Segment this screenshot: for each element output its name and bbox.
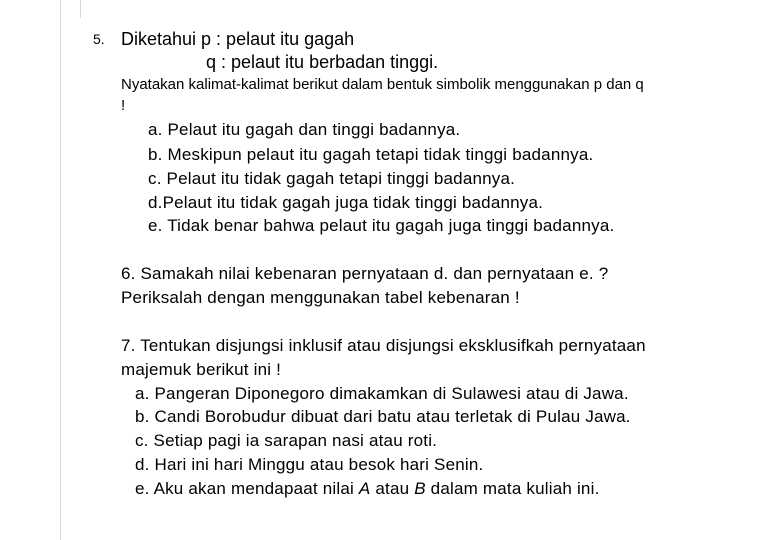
question-7-item-b: b. Candi Borobudur dibuat dari batu atau terletak di Pulau Jawa.	[135, 407, 631, 426]
question-5-instruction: Nyatakan kalimat-kalimat berikut dalam bentuk simbolik menggunakan p dan q	[121, 76, 644, 93]
variable-a: A	[358, 479, 371, 498]
question-7-item-d: d. Hari ini hari Minggu atau besok hari Senin.	[135, 455, 484, 474]
question-5-given-p: Diketahui p : pelaut itu gagah	[121, 29, 355, 49]
question-6-line-1: 6. Samakah nilai kebenaran pernyataan d. dan pernyataan e. ?	[121, 264, 609, 283]
question-5-item-b: b. Meskipun pelaut itu gagah tetapi tidak tinggi badannya.	[148, 145, 594, 164]
question-5-item-c: c. Pelaut itu tidak gagah tetapi tinggi badannya.	[148, 169, 516, 188]
question-6-line-2: Periksalah dengan menggunakan tabel kebenaran !	[121, 288, 520, 307]
slide-frame-top-border	[60, 0, 81, 18]
question-5-number: 5.	[93, 31, 105, 47]
question-7-item-e-end: dalam mata kuliah ini.	[425, 479, 600, 498]
question-7-item-a: a. Pangeran Diponegoro dimakamkan di Sulawesi atau di Jawa.	[135, 384, 629, 403]
question-5-item-a: a. Pelaut itu gagah dan tinggi badannya.	[148, 120, 461, 139]
question-7-item-e-start: e. Aku akan mendapaat nilai	[135, 479, 359, 498]
question-7-line-2: majemuk berikut ini !	[121, 360, 282, 379]
variable-b: B	[414, 479, 426, 498]
question-7-line-1: 7. Tentukan disjungsi inklusif atau disjungsi eksklusifkah pernyataan	[121, 336, 646, 355]
question-7-item-c: c. Setiap pagi ia sarapan nasi atau roti.	[135, 431, 438, 450]
question-5-instruction-end: !	[121, 97, 126, 114]
question-5-item-e: e. Tidak benar bahwa pelaut itu gagah juga tinggi badannya.	[148, 216, 615, 235]
question-5-item-d: d.Pelaut itu tidak gagah juga tidak tinggi badannya.	[148, 193, 544, 212]
slide-frame-left-border	[0, 0, 61, 540]
question-7-item-e-middle: atau	[370, 479, 415, 498]
question-5-given-q: q : pelaut itu berbadan tinggi.	[206, 52, 439, 72]
question-7-item-e	[135, 479, 600, 499]
